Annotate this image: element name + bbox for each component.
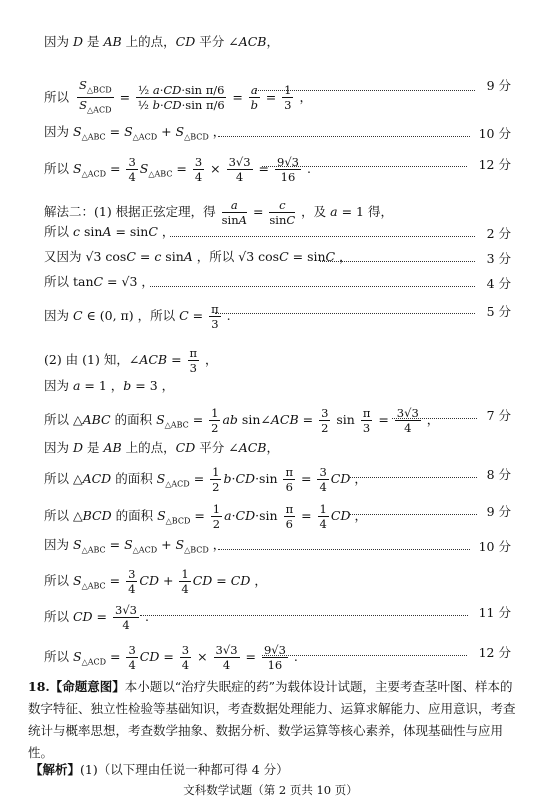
text-line: 所以 $S_{\triangle ACD}$ = $\frac{3}{4}$ CD = $\frac{3}{4}$ × $\frac{3√3}{4}$ = $\frac{9√3}{16}$ .: [44, 643, 298, 672]
score-label: 12 分: [478, 157, 511, 172]
text-line: 所以 △BCD 的面积 $S_{\triangle BCD}$ = $\frac{1}{2}$ a·CD·sin $\frac{\pi}{6}$ = $\frac{1}{4}$ CD ，: [44, 502, 367, 531]
text-line: 因为 C ∈ (0, π) ，所以 C = $\frac{\pi}{3}$ .: [44, 302, 231, 331]
ratio-line: 所以 $S_{\triangle BCD}$ $S_{\triangle ACD}$ = $\frac{\text{½ a·CD·sin π/6}}{\text{½ b·CD·sin π/6}}$ = $\frac{a}{b}$ = $\frac{1}{3}$ ，: [44, 78, 312, 115]
intent-body: 本小题以“治疗失眠症的药”为载体设计试题，主要考查茎叶图、样本的数字特征、独立性检验等基础知识，考查数据处理能力、运算求解能力、应用意识，考查统计与概率思想，考查数学抽象、数据分析、数学运算等核心素养，体现基础性与应用性。: [28, 679, 516, 760]
text-line: 所以 $S_{\triangle ACD}$ = $\frac{3}{4}$ $S_{\triangle ABC}$ = $\frac{3}{4}$ × $\frac{3√3}{4}$ = $\frac{9√3}{16}$ .: [44, 155, 311, 184]
score-label: 9 分: [486, 504, 511, 519]
page-footer: 文科数学试题（第 2 页共 10 页）: [183, 783, 358, 797]
text-line: 因为 $S_{\triangle ABC} = S_{\triangle ACD} + S_{\triangle BCD}$ ，: [44, 124, 226, 142]
analysis-line: 【解析】(1)（以下理由任说一种都可得 4 分）: [30, 762, 289, 777]
score-label: 5 分: [486, 304, 511, 319]
text-line: (2) 由 (1) 知，∠ACB = $\frac{\pi}{3}$ ，: [44, 346, 218, 375]
text-line: 所以 $S_{\triangle ABC}$ = $\frac{3}{4}$ CD + $\frac{1}{4}$ CD = CD ，: [44, 567, 267, 596]
question-18-paragraph: [28, 676, 518, 764]
score-label: 4 分: [486, 276, 511, 291]
text-line: 所以 CD = $\frac{3√3}{4}$ .: [44, 603, 149, 632]
score-label: 3 分: [486, 251, 511, 266]
score-label: 11 分: [478, 605, 511, 620]
score-label: 7 分: [486, 408, 511, 423]
score-label: 10 分: [478, 539, 511, 554]
text-line: 因为 D 是 AB 上的点，CD 平分 ∠ACB，: [44, 34, 279, 49]
score-label: 10 分: [478, 126, 511, 141]
text-line: 因为 D 是 AB 上的点，CD 平分 ∠ACB，: [44, 440, 279, 455]
text-line: 所以 △ABC 的面积 $S_{\triangle ABC}$ = $\frac{1}{2}$ ab sin∠ACB = $\frac{3}{2}$ sin $\frac{\pi}{3}$ = $\frac{3√3}{4}$ ，: [44, 406, 440, 435]
question-number: 18.: [28, 679, 50, 694]
text-line: 因为 $S_{\triangle ABC} = S_{\triangle ACD} + S_{\triangle BCD}$ ，: [44, 537, 226, 555]
text-line: 所以 c sinA = sinC ，: [44, 224, 175, 239]
text-line: 所以 tanC = √3 ，: [44, 274, 154, 289]
score-label: 9 分: [486, 78, 511, 93]
score-label: 2 分: [486, 226, 511, 241]
score-label: 8 分: [486, 467, 511, 482]
text-line: 因为 a = 1 ，b = 3 ，: [44, 378, 175, 393]
text-line: 所以 △ACD 的面积 $S_{\triangle ACD}$ = $\frac{1}{2}$ b·CD·sin $\frac{\pi}{6}$ = $\frac{3}{4}$ CD ，: [44, 465, 367, 494]
text-line: 解法二：(1) 根据正弦定理，得 $\frac{a}{\sin A}$ = $\frac{c}{\sin C}$ ，及 a = 1 得，: [44, 198, 393, 227]
text-line: 又因为 √3 cosC = c sinA ，所以 √3 cosC = sinC ，: [44, 249, 352, 264]
score-label: 12 分: [478, 645, 511, 660]
intent-heading: 【命题意图】: [49, 679, 125, 694]
